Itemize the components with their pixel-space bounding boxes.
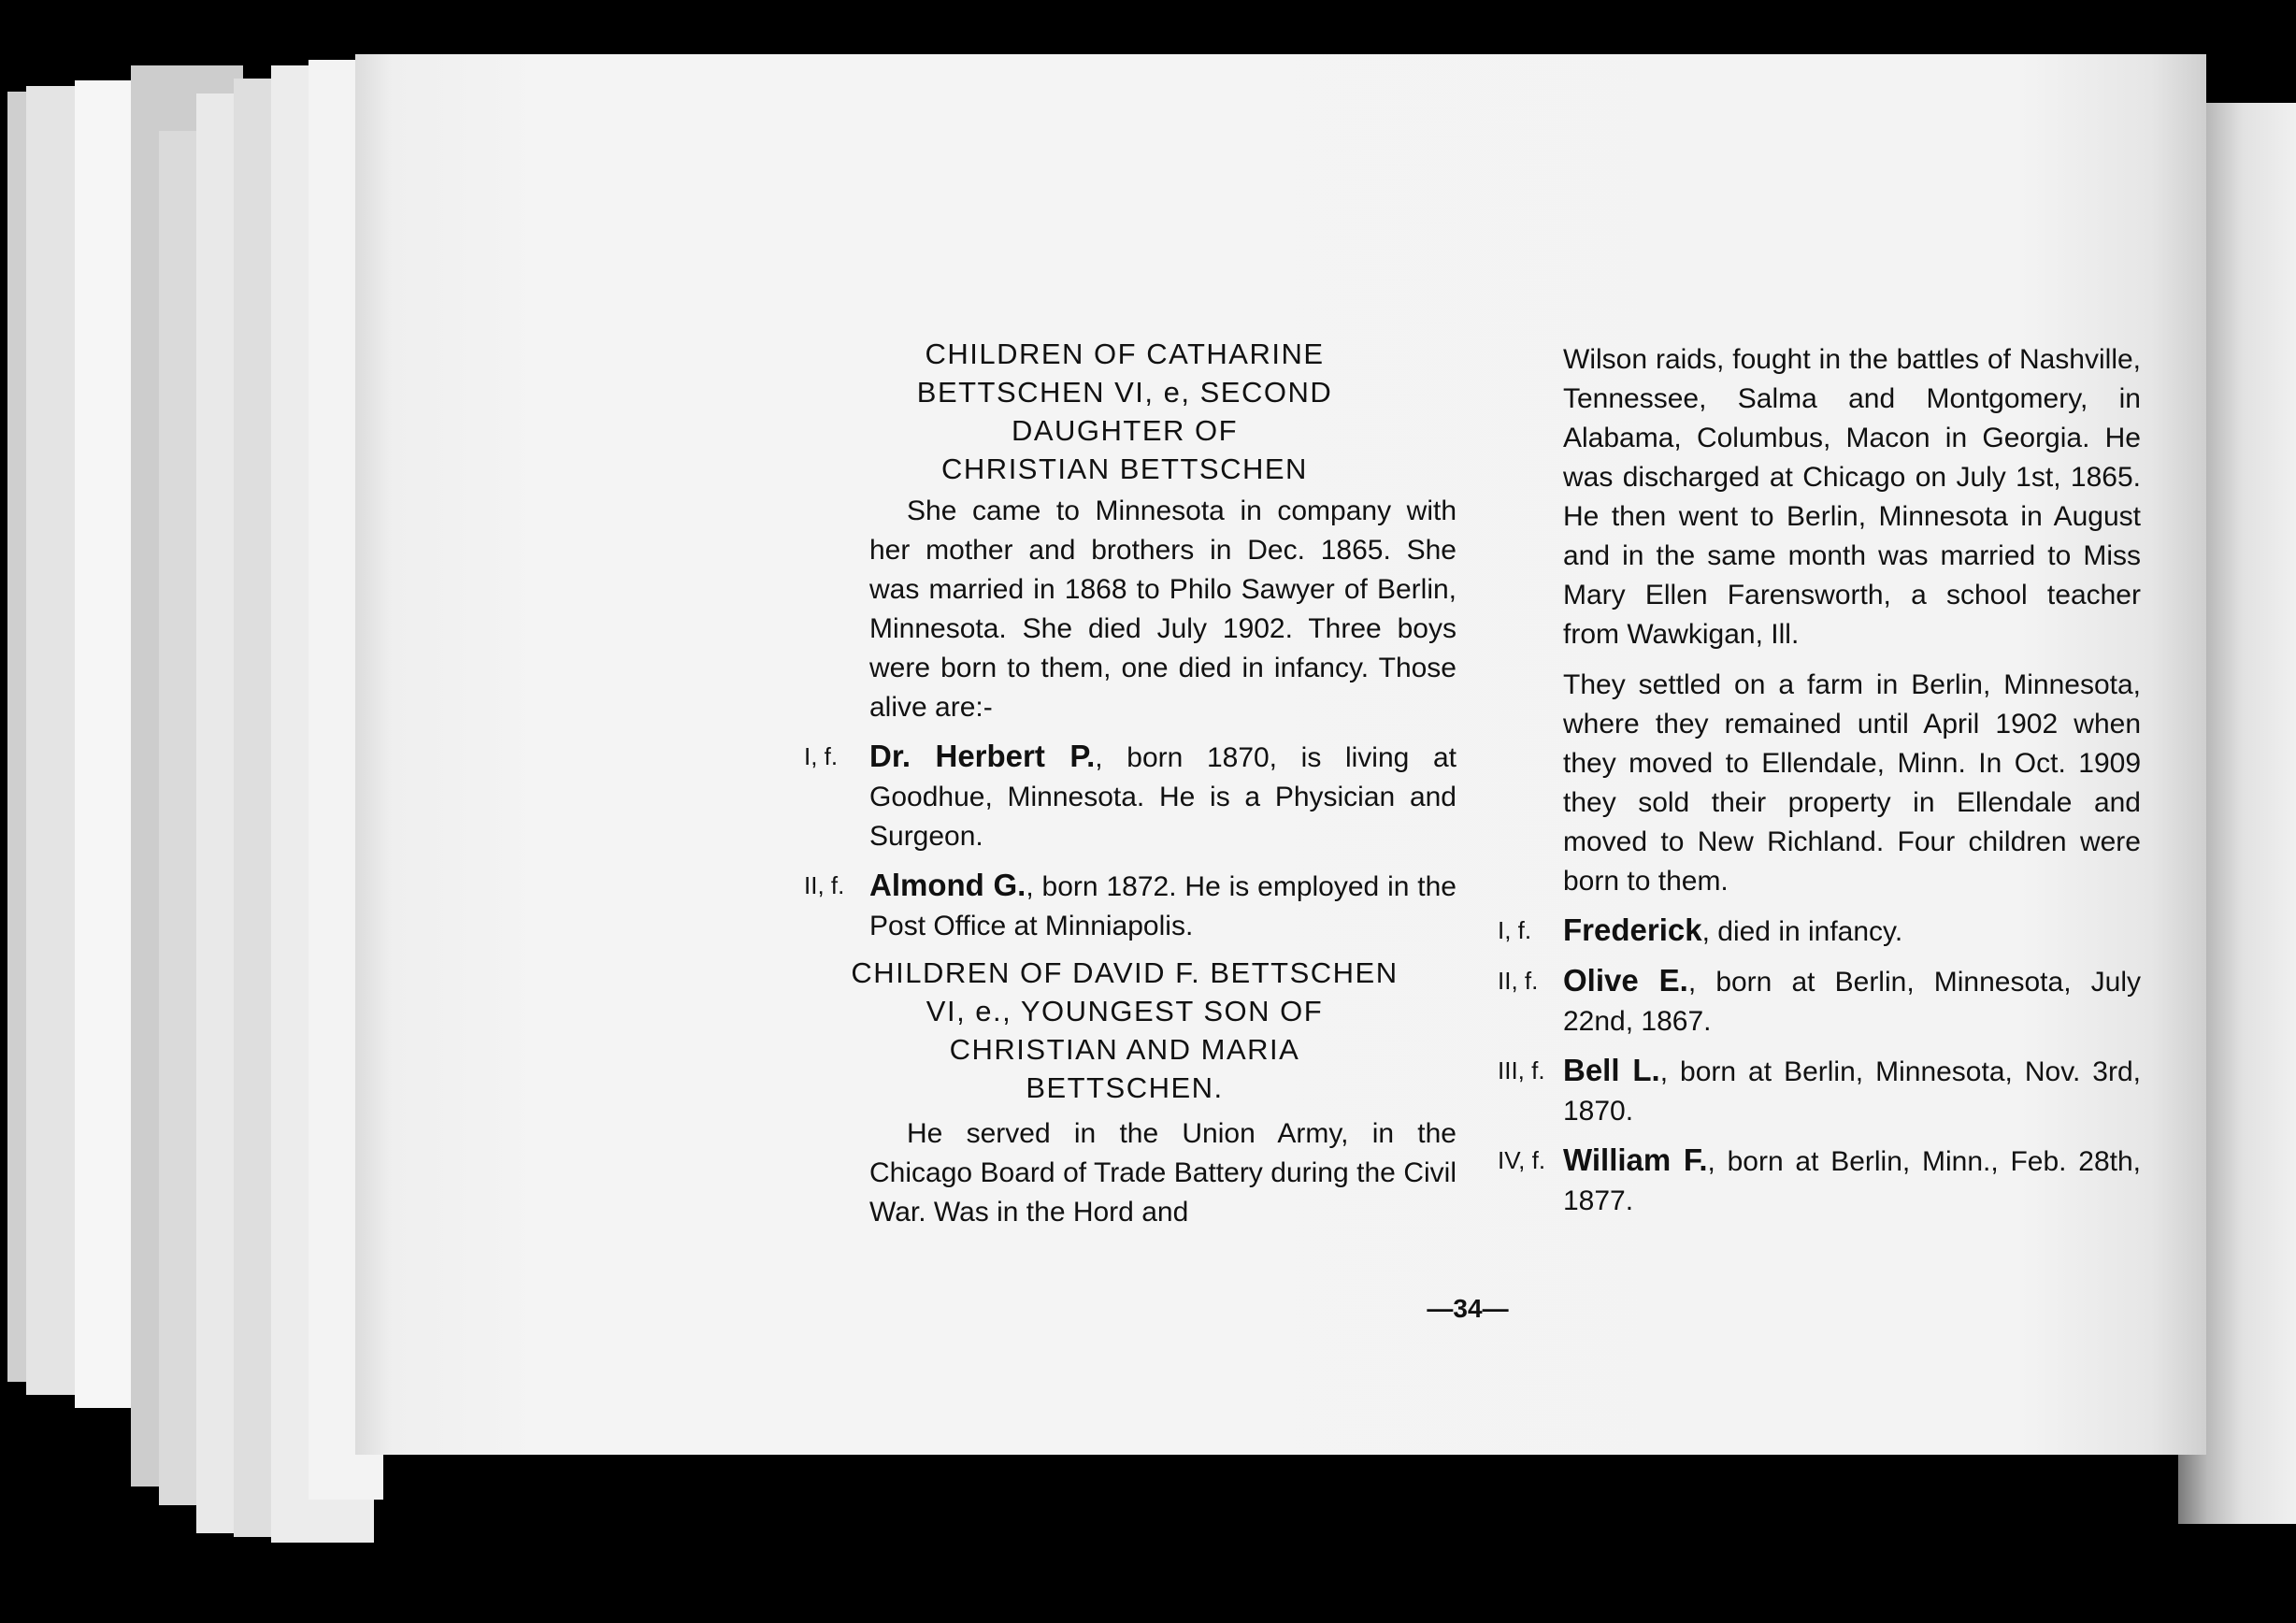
entry-text: , born at Berlin, Minn., Feb. 28th, 1877.	[1563, 1146, 2141, 1216]
entry-name: Bell L.	[1563, 1053, 1660, 1087]
paragraph: Wilson raids, fought in the battles of Nashville, Tennessee, Salma and Montgomery, in Alabama, Columbus, Macon in Georgia. He was discharged at Chicago on July 1st, 1865. He then went to Berlin, Minnesota in August and in the same month was married to Miss Mary Ellen Farensworth, a school teacher from Wawkigan, Ill.	[1563, 344, 2141, 650]
right-column	[1486, 340, 2141, 1221]
heading-line: DAUGHTER OF	[1011, 414, 1239, 447]
page-number: —34—	[1427, 1294, 1509, 1323]
heading-line: BETTSCHEN.	[1026, 1071, 1224, 1104]
child-entry	[793, 866, 1457, 946]
entry-text: , died in infancy.	[1701, 916, 1903, 947]
paragraph: He served in the Union Army, in the Chicago Board of Trade Battery during the Civil War. Was in the Hord and	[869, 1118, 1457, 1228]
section-heading	[793, 954, 1457, 1107]
entry-name: William F.	[1563, 1142, 1708, 1177]
child-entry	[1486, 911, 2141, 952]
heading-line: BETTSCHEN VI, e, SECOND	[916, 376, 1333, 409]
heading-line: CHRISTIAN AND MARIA	[949, 1033, 1300, 1066]
heading-line: CHILDREN OF CATHARINE	[925, 338, 1325, 370]
left-column	[793, 335, 1457, 1232]
entry-number: III, f.	[1498, 1056, 1545, 1084]
entry-number: IV, f.	[1498, 1146, 1546, 1174]
child-entry	[793, 737, 1457, 856]
section-heading	[793, 335, 1457, 488]
entry-name: Frederick	[1563, 912, 1702, 947]
entry-number: I, f.	[1498, 916, 1532, 944]
entry-text: , born 1872. He is employed in the Post Office at Minniapolis.	[869, 871, 1457, 941]
entry-name: Almond G.	[869, 868, 1026, 902]
paragraph: They settled on a farm in Berlin, Minnesota, where they remained until April 1902 when they moved to Ellendale, Minn. In Oct. 1909 they sold their property in Ellendale and moved to New Richland. Four children were born to them.	[1563, 669, 2141, 897]
heading-line: CHRISTIAN BETTSCHEN	[941, 452, 1308, 485]
heading-line: VI, e., YOUNGEST SON OF	[926, 995, 1324, 1027]
entry-text: , born at Berlin, Minnesota, July 22nd, 1867.	[1563, 967, 2141, 1037]
entry-name: Dr. Herbert P.	[869, 739, 1096, 773]
entry-name: Olive E.	[1563, 963, 1688, 998]
heading-line: CHILDREN OF DAVID F. BETTSCHEN	[851, 956, 1399, 989]
entry-text: , born at Berlin, Minnesota, Nov. 3rd, 1870.	[1563, 1056, 2141, 1127]
paragraph: She came to Minnesota in company with her mother and brothers in Dec. 1865. She was married in 1868 to Philo Sawyer of Berlin, Minnesota. She died July 1902. Three boys were born to them, one died in infancy. Those alive are:-	[869, 496, 1457, 723]
child-entry	[1486, 1051, 2141, 1131]
entry-number: II, f.	[1498, 967, 1539, 995]
child-entry	[1486, 961, 2141, 1041]
entry-number: I, f.	[804, 742, 839, 770]
child-entry	[1486, 1141, 2141, 1221]
entry-number: II, f.	[804, 871, 845, 899]
entry-text: , born 1870, is living at Goodhue, Minnesota. He is a Physician and Surgeon.	[869, 742, 1457, 852]
